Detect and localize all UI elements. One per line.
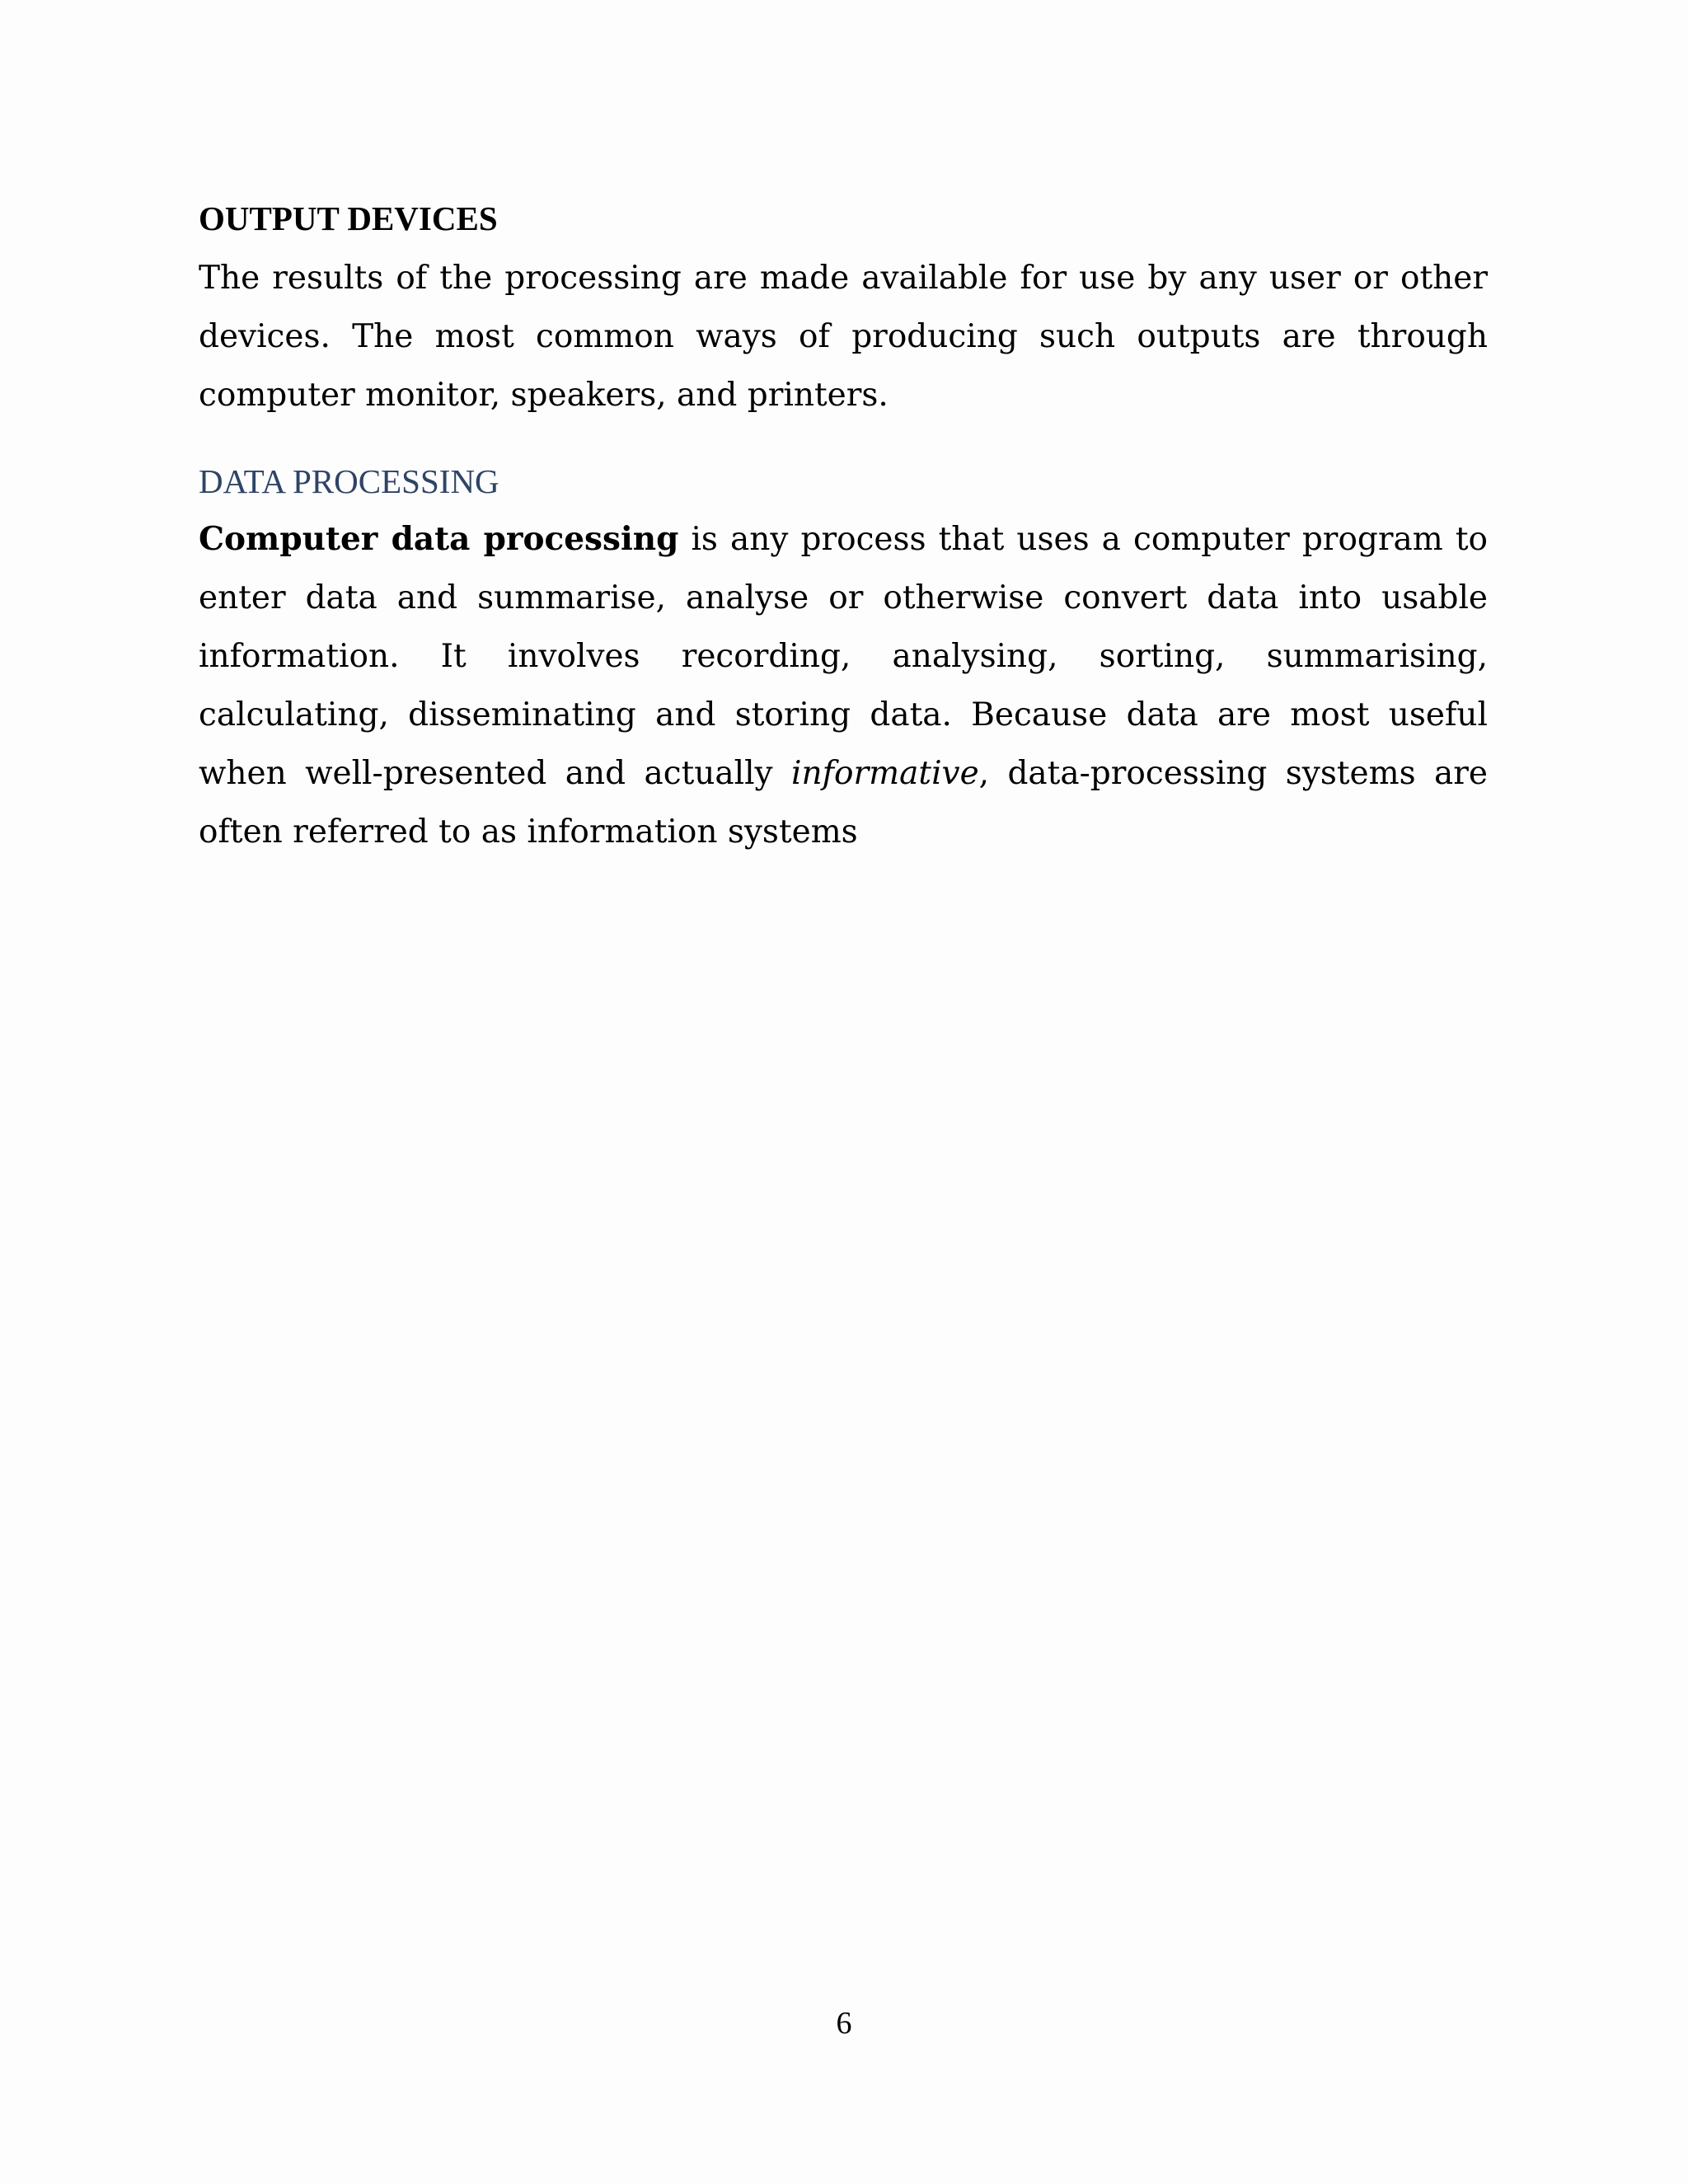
paragraph-text-before-italic: is any process that uses a computer program to enter data and summarise, analyse or otherwise convert data into usable information. It involves recording, analysing, sorting, summarising, calculating, disseminating and storing data. Because data are most useful when well-presented and actually bbox=[199, 521, 1488, 792]
page-content bbox=[199, 196, 1488, 861]
page-number: 6 bbox=[836, 2006, 852, 2041]
heading-data-processing: DATA PROCESSING bbox=[199, 462, 499, 500]
bold-lead-phrase: Computer data processing bbox=[199, 520, 679, 558]
paragraph-text-after-italic: , data-processing systems are often referred to as information systems bbox=[199, 755, 1488, 851]
paragraph-output-devices: The results of the processing are made available for use by any user or other devices. The most common ways of producing such outputs are through computer monitor, speakers, and printers. bbox=[199, 260, 1488, 414]
italic-word: informative bbox=[791, 755, 979, 792]
paragraph-data-processing bbox=[199, 510, 1488, 861]
heading-output-devices: OUTPUT DEVICES bbox=[199, 199, 498, 237]
